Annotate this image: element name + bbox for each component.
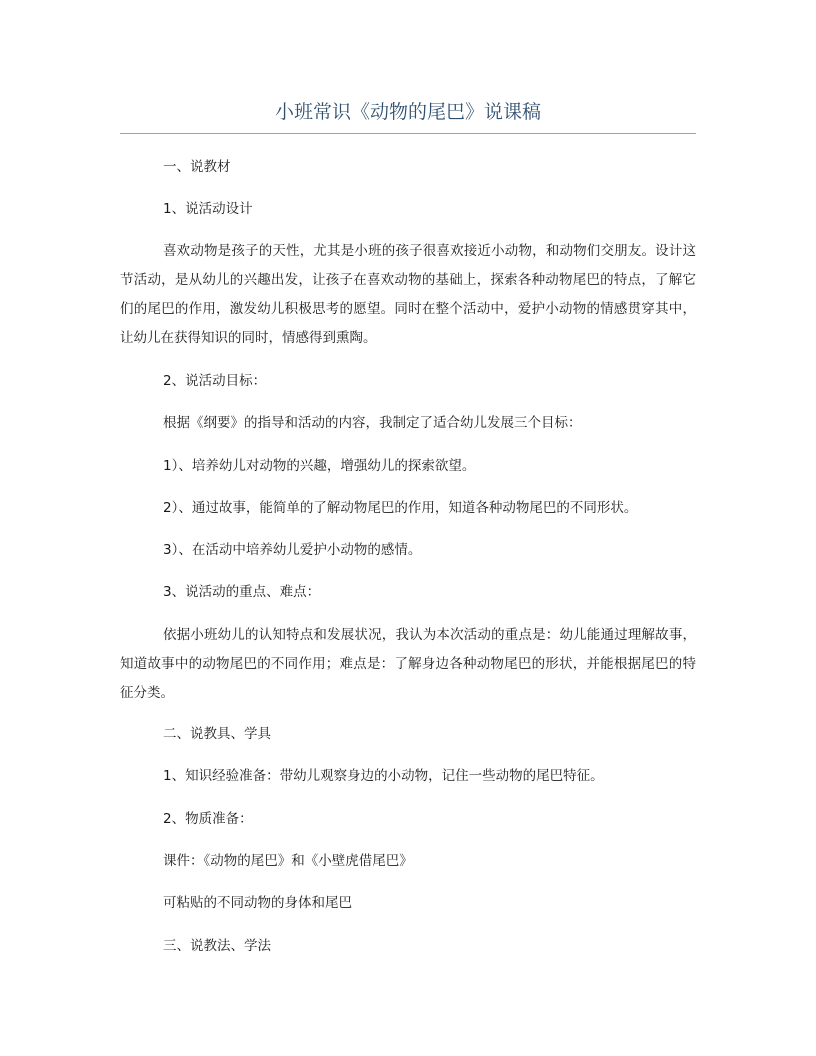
section-heading-2: 二、说教具、学具 [163, 726, 271, 742]
document-title: 小班常识《动物的尾巴》说课稿 [274, 101, 541, 123]
title-divider [120, 133, 696, 134]
body-paragraph: 依据小班幼儿的认知特点和发展状况，我认为本次活动的重点是：幼儿能通过理解故事，知道故事中的动物尾巴的不同作用；难点是：了解身边各种动物尾巴的形状，并能根据尾巴的特征分类。 [120, 627, 696, 701]
list-item: 2）、通过故事，能简单的了解动物尾巴的作用，知道各种动物尾巴的不同形状。 [163, 500, 638, 516]
subsection-heading: 1、说活动设计 [163, 201, 253, 217]
subsection-heading: 2、物质准备： [163, 811, 253, 827]
body-paragraph: 1、知识经验准备：带幼儿观察身边的小动物，记住一些动物的尾巴特征。 [163, 768, 604, 784]
list-item: 3）、在活动中培养幼儿爱护小动物的感情。 [163, 542, 422, 558]
list-item: 1）、培养幼儿对动物的兴趣，增强幼儿的探索欲望。 [163, 458, 476, 474]
body-paragraph: 根据《纲要》的指导和活动的内容，我制定了适合幼儿发展三个目标： [163, 415, 582, 431]
section-heading-3: 三、说教法、学法 [163, 938, 271, 954]
body-paragraph: 课件：《动物的尾巴》和《小壁虎借尾巴》 [163, 853, 413, 869]
body-paragraph: 喜欢动物是孩子的天性，尤其是小班的孩子很喜欢接近小动物，和动物们交朋友。设计这节活动，是从幼儿的兴趣出发，让孩子在喜欢动物的基础上，探索各种动物尾巴的特点，了解它们的尾巴的作用，激发幼儿积极思考的愿望。同时在整个活动中，爱护小动物的情感贯穿其中，让幼儿在获得知识的同时，情感得到熏陶。 [120, 243, 696, 346]
body-paragraph: 可粘贴的不同动物的身体和尾巴 [163, 895, 352, 911]
subsection-heading: 2、说活动目标： [163, 373, 267, 389]
section-heading-1: 一、说教材 [163, 159, 231, 175]
subsection-heading: 3、说活动的重点、难点： [163, 584, 321, 600]
